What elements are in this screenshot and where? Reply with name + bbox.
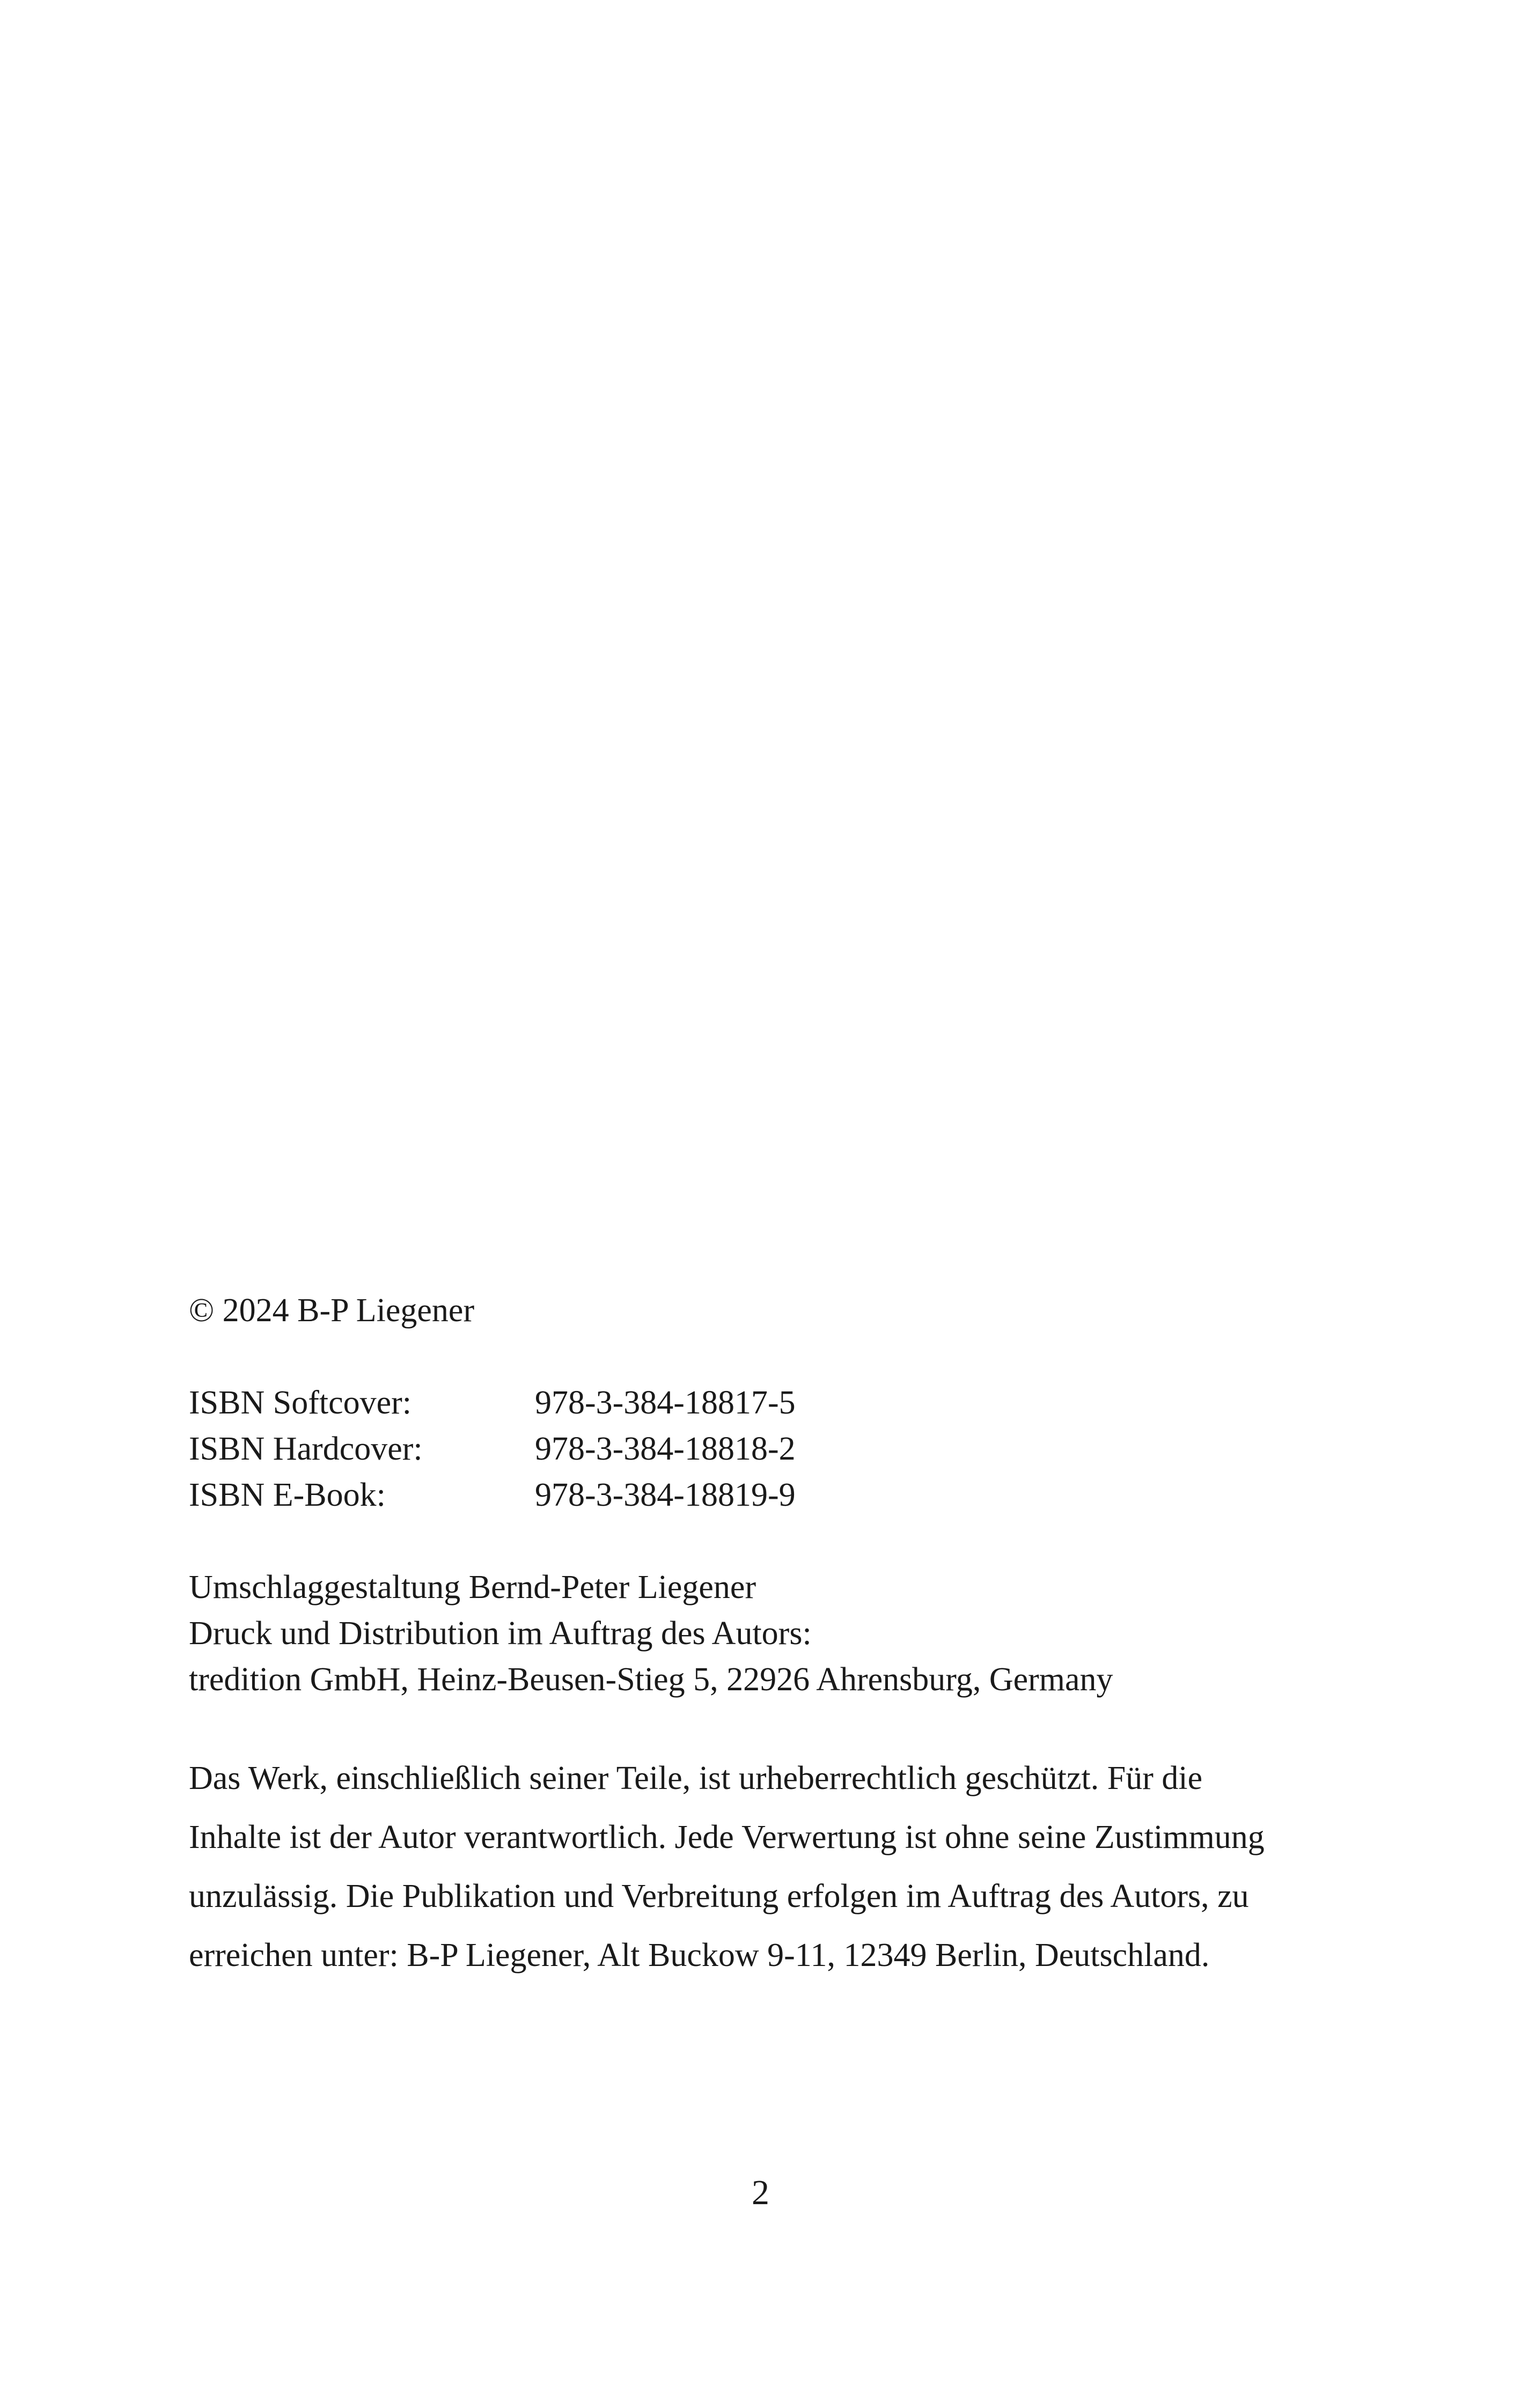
legal-notice bbox=[189, 1749, 1342, 1985]
isbn-value: 978-3-384-18819-9 bbox=[535, 1477, 796, 1513]
isbn-value: 978-3-384-18818-2 bbox=[535, 1431, 796, 1467]
isbn-label: ISBN E-Book: bbox=[189, 1477, 386, 1513]
print-distribution-note: Druck und Distribution im Auftrag des Autors: bbox=[189, 1615, 812, 1652]
production-info bbox=[189, 1564, 1342, 1703]
isbn-value: 978-3-384-18817-5 bbox=[535, 1385, 796, 1421]
isbn-list bbox=[189, 1380, 1342, 1518]
isbn-row-ebook bbox=[189, 1472, 1342, 1518]
isbn-row-softcover bbox=[189, 1380, 1342, 1426]
isbn-row-hardcover bbox=[189, 1426, 1342, 1472]
copyright-notice: © 2024 B-P Liegener bbox=[189, 1292, 475, 1329]
legal-notice-line: unzulässig. Die Publikation und Verbreitung erfolgen im Auftrag des Autors, zu bbox=[189, 1878, 1249, 1914]
legal-notice-line: Das Werk, einschließlich seiner Teile, ist urheberrechtlich geschützt. Für die bbox=[189, 1760, 1203, 1796]
legal-notice-line: erreichen unter: B-P Liegener, Alt Buckow 9-11, 12349 Berlin, Deutschland. bbox=[189, 1937, 1210, 1973]
cover-design-credit: Umschlaggestaltung Bernd-Peter Liegener bbox=[189, 1569, 756, 1606]
imprint-block bbox=[189, 1287, 1342, 1985]
legal-notice-line: Inhalte ist der Autor verantwortlich. Jede Verwertung ist ohne seine Zustimmung bbox=[189, 1819, 1265, 1855]
isbn-label: ISBN Hardcover: bbox=[189, 1431, 423, 1467]
page-number: 2 bbox=[752, 2173, 769, 2212]
isbn-label: ISBN Softcover: bbox=[189, 1385, 412, 1421]
distributor-address: tredition GmbH, Heinz-Beusen-Stieg 5, 22926 Ahrensburg, Germany bbox=[189, 1661, 1113, 1698]
